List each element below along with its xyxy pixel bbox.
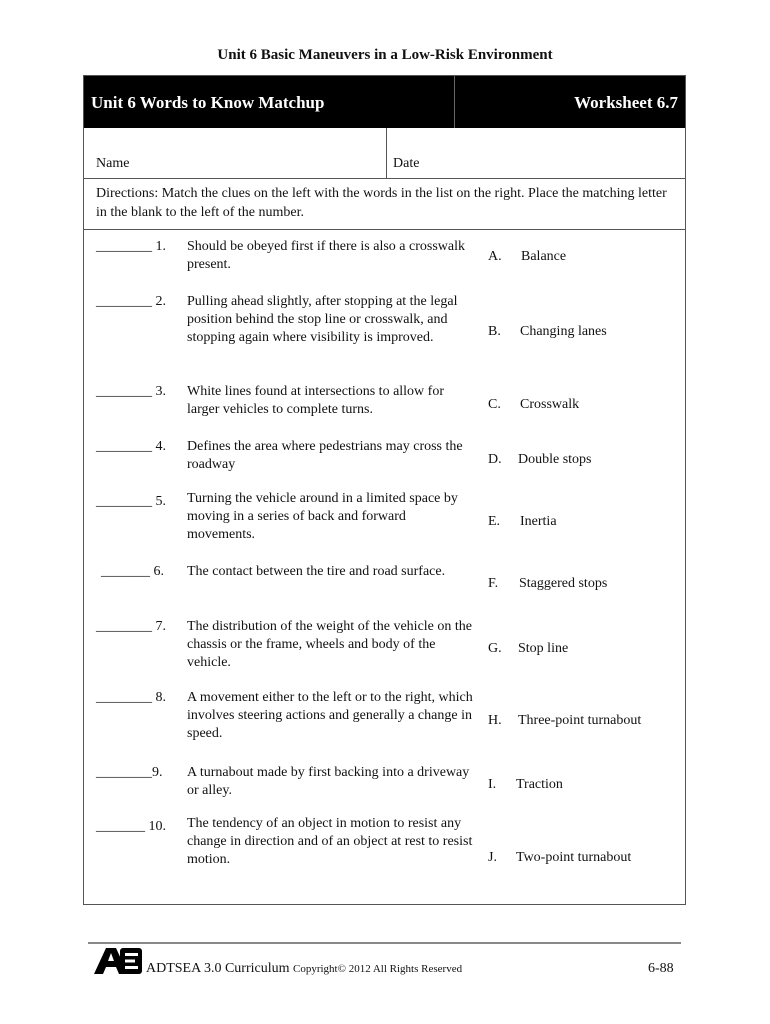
word-e: Inertia [520,514,557,529]
name-date-row [84,128,685,179]
answer-blank-4[interactable]: ________ 4. [96,439,166,454]
clue-5: Turning the vehicle around in a limited space by moving in a series of back and forward movements. [187,491,458,542]
logo-lettering: AE [92,946,94,947]
worksheet-number: Worksheet 6.7 [574,93,678,112]
worksheet-title: Unit 6 Words to Know Matchup [91,93,325,112]
word-letter-g: G. [488,641,502,656]
word-b: Changing lanes [520,324,607,339]
word-f: Staggered stops [519,576,608,591]
unit-title: Unit 6 Basic Maneuvers in a Low-Risk Environment [217,47,553,63]
clue-7: The distribution of the weight of the vehicle on the chassis or the frame, wheels and body of the vehicle. [187,619,472,670]
worksheet [83,75,686,905]
word-letter-d: D. [488,452,502,467]
word-j: Two-point turnabout [516,850,632,865]
word-d: Double stops [518,452,592,467]
word-letter-h: H. [488,713,502,728]
answer-blank-1[interactable]: ________ 1. [96,239,166,254]
banner-divider [454,76,455,128]
answer-blank-9[interactable]: ________9. [96,765,163,780]
word-letter-e: E. [488,514,501,529]
answer-blank-8[interactable]: ________ 8. [96,690,166,705]
directions: Directions: Match the clues on the left with the words in the list on the right. Place the matching letter in the blank to the left of the number. [84,178,685,230]
name-field[interactable]: Name [96,156,130,171]
footer-rule [88,942,681,944]
adtsea-logo [92,946,144,976]
answer-blank-3[interactable]: ________ 3. [96,384,166,399]
word-letter-i: I. [488,777,497,792]
clue-2: Pulling ahead slightly, after stopping at the legal position behind the stop line or crosswalk, and stopping again where visibility is improved. [187,294,458,345]
answer-blank-2[interactable]: ________ 2. [96,294,166,309]
date-field[interactable]: Date [393,156,420,171]
answer-blank-7[interactable]: ________ 7. [96,619,166,634]
copyright: Copyright© 2012 All Rights Reserved [293,963,463,975]
word-letter-c: C. [488,397,501,412]
clue-3: White lines found at intersections to allow for larger vehicles to complete turns. [187,384,444,417]
word-g: Stop line [518,641,569,656]
answer-blank-10[interactable]: _______ 10. [96,819,166,834]
clue-4: Defines the area where pedestrians may cross the roadway [187,439,463,472]
answer-blank-6[interactable]: _______ 6. [101,564,164,579]
page-number: 6-88 [648,961,674,976]
clue-10: The tendency of an object in motion to resist any change in direction and of an object at rest to resist motion. [187,816,473,867]
clue-9: A turnabout made by first backing into a driveway or alley. [187,765,470,798]
answer-blank-5[interactable]: ________ 5. [96,494,166,509]
word-c: Crosswalk [520,397,580,412]
word-h: Three-point turnabout [518,713,642,728]
clue-1: Should be obeyed first if there is also a crosswalk present. [187,239,465,272]
field-divider [386,128,387,178]
word-a: Balance [521,249,567,264]
clue-8: A movement either to the left or to the right, which involves steering actions and generally a change in speed. [187,690,473,741]
title-banner [84,76,685,128]
clue-6: The contact between the tire and road surface. [187,564,446,579]
word-i: Traction [516,777,563,792]
word-letter-a: A. [488,249,502,264]
word-letter-j: J. [488,850,497,865]
curriculum-name: ADTSEA 3.0 Curriculum [146,961,290,976]
word-letter-b: B. [488,324,501,339]
footer-credit [146,961,462,977]
word-letter-f: F. [488,576,499,591]
